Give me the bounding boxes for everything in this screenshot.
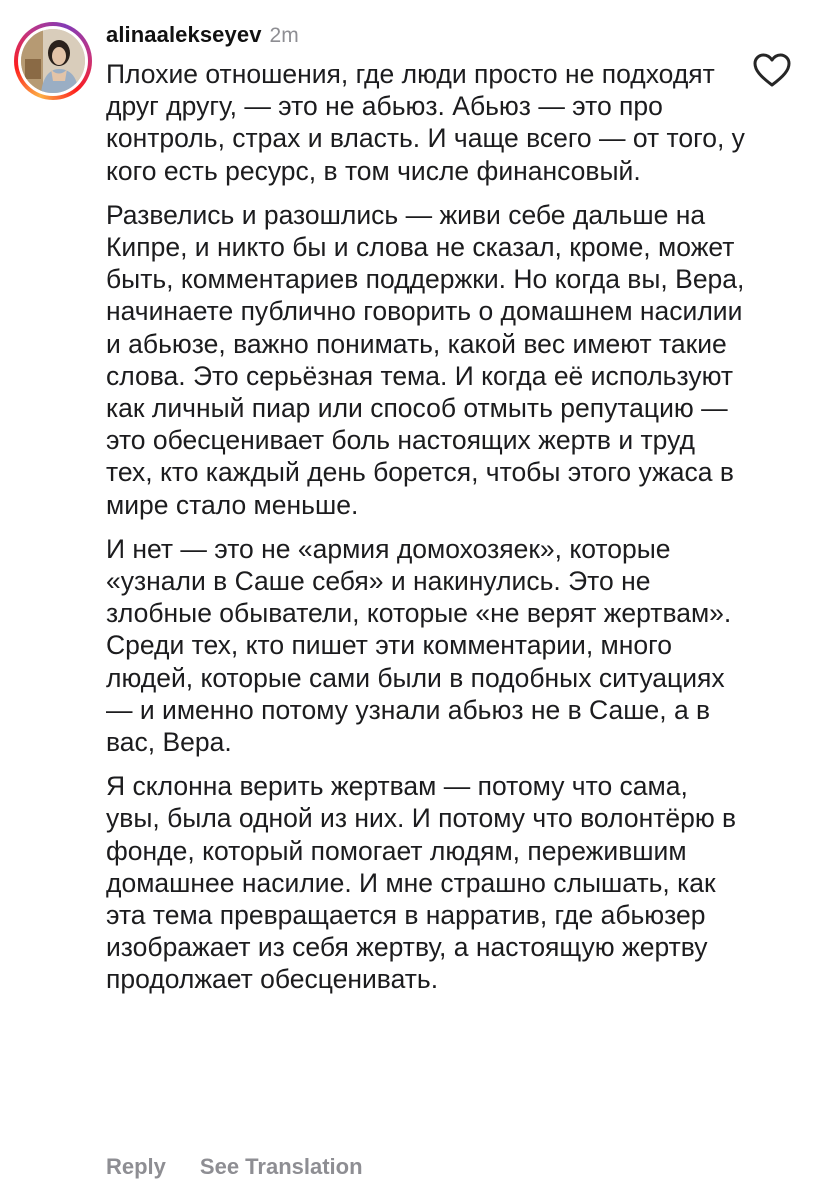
comment-paragraph: Развелись и разошлись — живи себе дальше на Кипре, и никто бы и слова не сказал, кроме, может быть, комментариев поддержки. Но когда вы, Вера, начинаете публично говорить о домашнем насилии и абьюзе, важно понимать, какой вес имеют такие слова. Это серьёзная тема. И когда её используют как личный пиар или способ отмыть репутацию — это обесценивает боль настоящих жертв и труд тех, кто каждый день борется, чтобы этого ужаса в мире стало меньше. [106,199,745,520]
see-translation-button[interactable]: See Translation [199,1154,363,1179]
comment-body [106,58,746,1008]
comment-actions [106,1154,363,1180]
like-button[interactable] [752,52,792,88]
story-ring[interactable] [14,22,92,100]
username-link[interactable]: alinaalekseyev [106,22,262,47]
comment-paragraph: Плохие отношения, где люди просто не подходят друг другу, — это не абьюз. Абьюз — это про контроль, страх и власть. И чаще всего — от того, у кого есть ресурс, в том числе финансовый. [106,59,745,186]
avatar[interactable] [21,29,85,93]
comment-paragraph: И нет — это не «армия домохозяек», которые «узнали в Саше себя» и накинулись. Это не злобные обыватели, которые «не верят жертвам». Среди тех, кто пишет эти комментарии, много людей, которые сами были в подобных ситуациях — и именно потому узнали абьюз не в Саше, а в вас, Вера. [106,533,732,758]
heart-outline-icon [752,52,792,88]
comment-paragraph: Я склонна верить жертвам — потому что сама, увы, была одной из них. И потому что волонтёрю в фонде, который помогает людям, пережившим домашнее насилие. И мне страшно слышать, как эта тема превращается в нарратив, где абьюзер изображает из себя жертву, а настоящую жертву продолжает обесценивать. [106,771,737,995]
timestamp: 2m [269,24,299,47]
avatar-photo [21,29,85,93]
comment-header [106,22,299,52]
avatar-gap [18,26,88,96]
reply-button[interactable]: Reply [106,1154,166,1179]
